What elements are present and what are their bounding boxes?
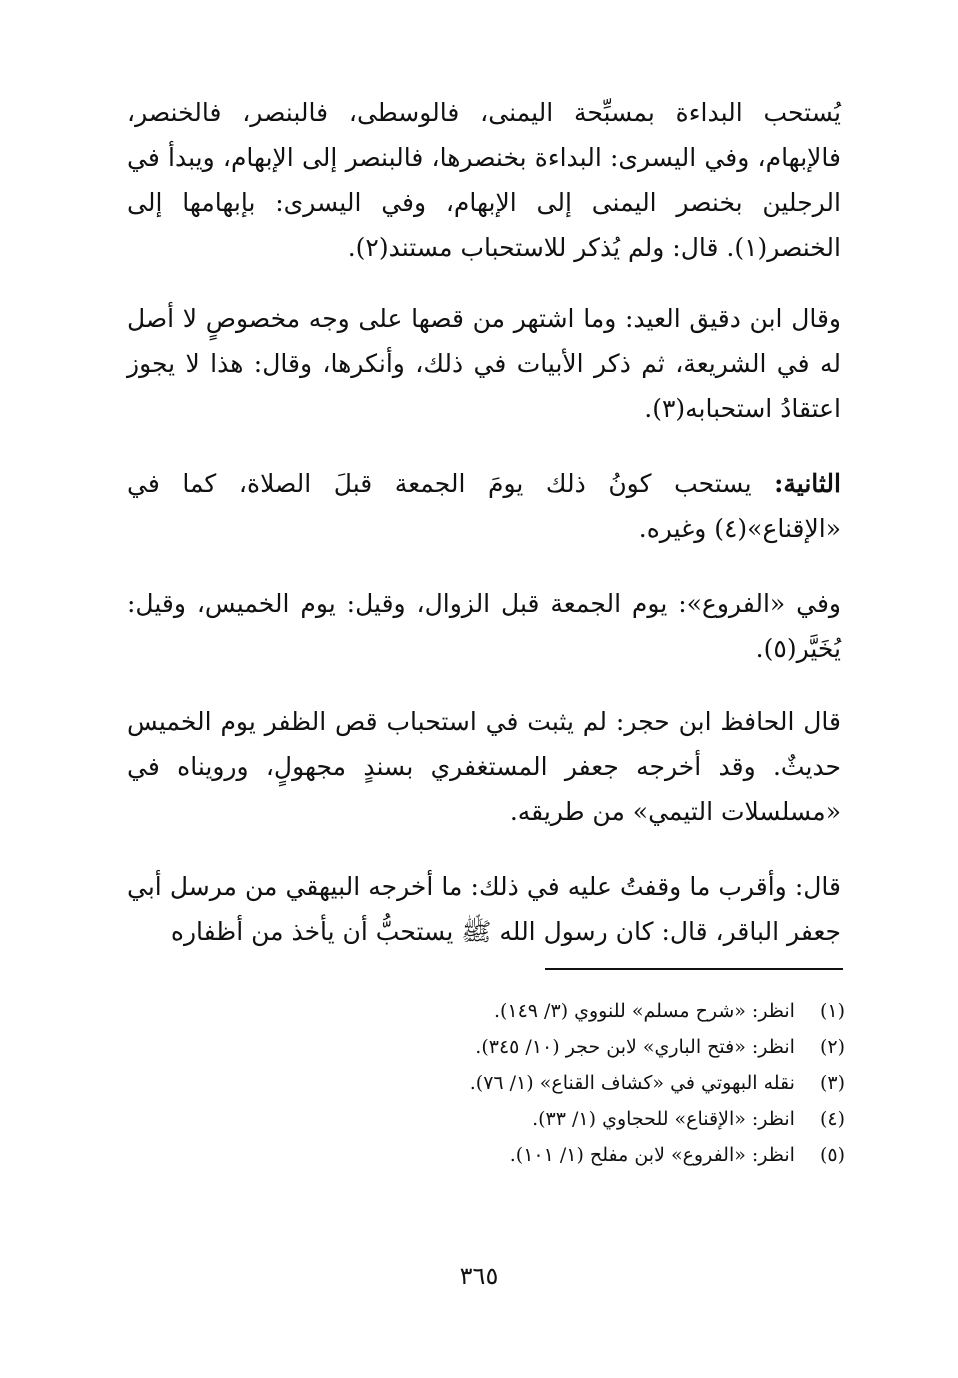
footnote-2	[285, 1032, 845, 1068]
paragraph-text: قال الحافظ ابن حجر: لم يثبت في استحباب قص الظفر يوم الخميس حديثٌ. وقد أخرجه جعفر المستغفري بسندٍ مجهولٍ، ورويناه في «مسلسلات التيمي» من طريقه.	[127, 707, 841, 826]
footnote-number: (٣)	[819, 1072, 845, 1094]
footnote-divider	[545, 968, 843, 970]
paragraph-4	[127, 581, 841, 671]
footnote-text: انظر: «فتح الباري» لابن حجر (١٠/ ٣٤٥).	[475, 1036, 795, 1058]
paragraph-2	[127, 296, 841, 431]
footnote-text: نقله البهوتي في «كشاف القناع» (١/ ٧٦).	[469, 1072, 795, 1094]
footnote-1	[285, 996, 845, 1032]
footnote-number: (١)	[819, 1000, 845, 1022]
paragraph-1	[127, 90, 841, 270]
paragraph-text: يستحب كونُ ذلك يومَ الجمعة قبلَ الصلاة، كما في «الإقناع»(٤) وغيره.	[127, 469, 841, 543]
footnote-text: انظر: «الفروع» لابن مفلح (١/ ١٠١).	[509, 1144, 795, 1166]
footnote-text: انظر: «الإقناع» للحجاوي (١/ ٣٣).	[532, 1108, 795, 1130]
page-number: ٣٦٥	[459, 1262, 499, 1290]
footnote-number: (٥)	[819, 1144, 845, 1166]
footnote-4	[285, 1104, 845, 1140]
paragraph-text: قال: وأقرب ما وقفتُ عليه في ذلك: ما أخرجه البيهقي من مرسل أبي جعفر الباقر، قال: كان رسول الله ﷺ يستحبُّ أن يأخذ من أظفاره	[127, 872, 841, 946]
footnotes	[285, 996, 845, 1176]
footnote-text: انظر: «شرح مسلم» للنووي (٣/ ١٤٩).	[493, 1000, 795, 1022]
paragraph-5	[127, 699, 841, 834]
paragraph-text: وقال ابن دقيق العيد: وما اشتهر من قصها على وجه مخصوصٍ لا أصل له في الشريعة، ثم ذكر الأبيات في ذلك، وأنكرها، وقال: هذا لا يجوز اعتقادُ استحبابه(٣).	[127, 304, 841, 423]
footnote-number: (٤)	[819, 1108, 845, 1130]
footnote-3	[285, 1068, 845, 1104]
footnote-number: (٢)	[819, 1036, 845, 1058]
paragraph-6	[127, 864, 841, 954]
paragraph-text: وفي «الفروع»: يوم الجمعة قبل الزوال، وقيل: يوم الخميس، وقيل: يُخَيَّر(٥).	[127, 589, 841, 663]
paragraph-lead: الثانية:	[774, 469, 841, 498]
paragraph-text: يُستحب البداءة بمسبِّحة اليمنى، فالوسطى، فالبنصر، فالخنصر، فالإبهام، وفي اليسرى: البداءة بخنصرها، فالبنصر إلى الإبهام، ويبدأ في الرجلين بخنصر اليمنى إلى الإبهام، وفي اليسرى: بإبهامها إلى الخنصر(١). قال: ولم يُذكر للاستحباب مستند(٢).	[127, 98, 841, 262]
main-text	[127, 90, 841, 986]
paragraph-3	[127, 461, 841, 551]
footnote-5	[285, 1140, 845, 1176]
